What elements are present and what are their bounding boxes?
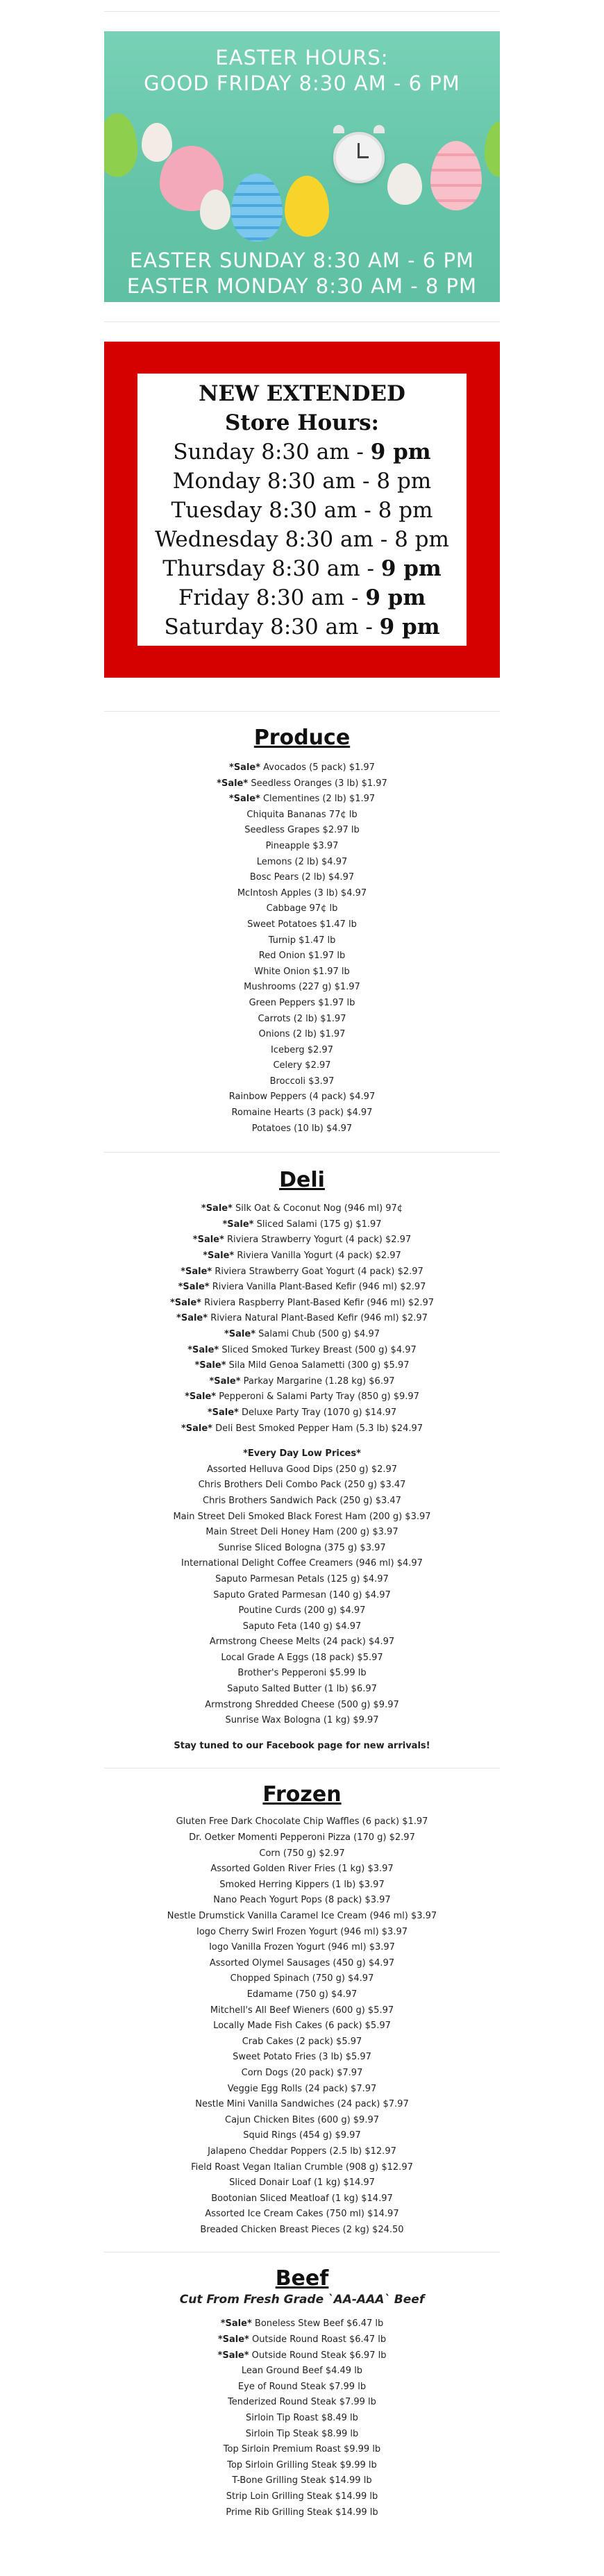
beef-heading: Beef <box>275 2266 329 2291</box>
sale-tag: *Sale* <box>207 1407 239 1418</box>
item-text: Deli Best Smoked Pepper Ham (5.3 lb) $24.97 <box>212 1423 423 1434</box>
sale-tag: *Sale* <box>217 778 249 789</box>
white-egg-illustration <box>142 123 172 162</box>
item-text: Riviera Raspberry Plant-Based Kefir (946 ml) $2.97 <box>201 1297 435 1308</box>
item-text: Eye of Round Steak $7.99 lb <box>237 2381 367 2392</box>
list-item <box>104 996 500 1012</box>
item-text: Sirloin Tip Steak $8.99 lb <box>245 2428 359 2439</box>
list-item <box>104 2316 500 2332</box>
list-item <box>104 2473 500 2489</box>
list-item: Saputo Feta (140 g) $4.97 <box>242 1621 362 1632</box>
list-item: Nestle Mini Vanilla Sandwiches (24 pack) $7.97 <box>195 2099 409 2110</box>
list-item: Sweet Potato Fries (3 lb) $5.97 <box>233 2052 371 2063</box>
list-item <box>104 792 500 808</box>
frozen-list <box>104 1814 500 2238</box>
deli-heading: Deli <box>279 1168 325 1193</box>
list-item <box>104 2395 500 2411</box>
list-item <box>104 1280 500 1296</box>
item-text: Onions (2 lb) $1.97 <box>258 1029 346 1040</box>
day-close-time: 8 pm <box>378 498 433 523</box>
facebook-note: Stay tuned to our Facebook page for new arrivals! <box>174 1740 430 1751</box>
list-item: Corn (750 g) $2.97 <box>259 1848 345 1859</box>
sale-tag: *Sale* <box>187 1344 219 1355</box>
item-text: Romaine Hearts (3 pack) $4.97 <box>231 1107 373 1119</box>
beef-section <box>104 2265 500 2520</box>
day-open-time: Tuesday 8:30 am - <box>171 498 378 523</box>
speckled-white-egg-illustration <box>387 163 422 205</box>
list-item: Assorted Helluva Good Dips (250 g) $2.97 <box>206 1464 398 1475</box>
deli-section <box>104 1166 500 1754</box>
sale-tag: *Sale* <box>169 1297 201 1308</box>
item-text: Seedless Grapes $2.97 lb <box>244 825 360 836</box>
easter-banner-top-text <box>104 45 500 97</box>
produce-list <box>104 760 500 1137</box>
easter-hours-heading: EASTER HOURS: <box>215 46 389 69</box>
day-close-time: 9 pm <box>365 585 426 610</box>
good-friday-hours: GOOD FRIDAY 8:30 AM - 6 PM <box>144 72 460 95</box>
item-text: T-Bone Grilling Steak $14.99 lb <box>232 2475 372 2486</box>
list-item: Breaded Chicken Breast Pieces (2 kg) $24.50 <box>200 2224 404 2235</box>
list-item <box>104 1058 500 1074</box>
frozen-section <box>104 1781 500 2238</box>
sale-tag: *Sale* <box>181 1266 212 1277</box>
easter-sunday-hours: EASTER SUNDAY 8:30 AM - 6 PM <box>130 249 474 272</box>
item-text: Silk Oat & Coconut Nog (946 ml) 97¢ <box>232 1203 403 1214</box>
item-text: Turnip $1.47 lb <box>268 935 336 946</box>
list-item <box>104 1012 500 1028</box>
item-text: Chiquita Bananas 77¢ lb <box>246 809 358 820</box>
list-item: Bootonian Sliced Meatloaf (1 kg) $14.97 <box>211 2193 393 2204</box>
list-item <box>104 1358 500 1374</box>
sale-tag: *Sale* <box>224 1329 256 1339</box>
list-item <box>104 964 500 980</box>
beef-list <box>104 2316 500 2520</box>
store-hours-day <box>137 583 467 612</box>
sale-tag: *Sale* <box>220 2318 252 2330</box>
list-item: Assorted Golden River Fries (1 kg) $3.97 <box>210 1864 394 1875</box>
list-item: Jalapeno Cheddar Poppers (2.5 lb) $12.97 <box>208 2146 396 2157</box>
sale-tag: *Sale* <box>229 762 261 773</box>
item-text: Pepperoni & Salami Party Tray (850 g) $9.97 <box>216 1391 419 1403</box>
day-close-time: 8 pm <box>394 527 449 552</box>
list-item <box>104 2442 500 2458</box>
list-item: Brother's Pepperoni $5.99 lb <box>237 1668 367 1679</box>
item-text: Carrots (2 lb) $1.97 <box>258 1013 346 1024</box>
sale-tag: *Sale* <box>201 1203 233 1214</box>
list-item: Crab Cakes (2 pack) $5.97 <box>242 2036 362 2047</box>
store-hours-day <box>137 612 467 642</box>
item-text: Tenderized Round Steak $7.99 lb <box>228 2397 376 2408</box>
list-item: Mitchell's All Beef Wieners (600 g) $5.97 <box>210 2005 394 2016</box>
list-item <box>104 1105 500 1121</box>
item-text: Avocados (5 pack) $1.97 <box>260 762 375 773</box>
list-item <box>104 760 500 776</box>
list-item: Corn Dogs (20 pack) $7.97 <box>241 2067 363 2078</box>
list-item <box>104 776 500 792</box>
item-text: Green Peppers $1.97 lb <box>249 997 355 1008</box>
sale-tag: *Sale* <box>194 1360 226 1371</box>
item-text: Riviera Strawberry Goat Yogurt (4 pack) $2.97 <box>212 1266 423 1277</box>
beef-subtitle: Cut From Fresh Grade `AA-AAA` Beef <box>179 2293 425 2307</box>
list-item: Armstrong Shredded Cheese (500 g) $9.97 <box>205 1699 399 1710</box>
list-item <box>104 1232 500 1248</box>
divider <box>104 11 500 12</box>
list-item: Field Roast Vegan Italian Crumble (908 g) $12.97 <box>191 2161 413 2173</box>
list-item <box>104 870 500 886</box>
day-open-time: Monday 8:30 am - <box>172 469 377 494</box>
item-text: Top Sirloin Grilling Steak $9.99 lb <box>227 2459 377 2470</box>
item-text: Bosc Pears (2 lb) $4.97 <box>249 872 355 883</box>
produce-section <box>104 724 500 1137</box>
deli-everyday-list <box>104 1462 500 1729</box>
sale-tag: *Sale* <box>222 1219 254 1230</box>
item-text: Iceberg $2.97 <box>271 1044 333 1055</box>
list-item <box>104 1327 500 1343</box>
list-item <box>104 1027 500 1043</box>
list-item: Armstrong Cheese Melts (24 pack) $4.97 <box>209 1637 395 1648</box>
sale-tag: *Sale* <box>217 2334 249 2345</box>
list-item: Assorted Olymel Sausages (450 g) $4.97 <box>209 1957 395 1968</box>
list-item <box>104 901 500 917</box>
store-hours-list <box>137 437 467 642</box>
store-hours-day <box>137 437 467 467</box>
sale-tag: *Sale* <box>228 794 260 805</box>
item-text: Cabbage 97¢ lb <box>266 903 338 914</box>
list-item <box>104 855 500 871</box>
sale-tag: *Sale* <box>185 1391 217 1403</box>
list-item: Gluten Free Dark Chocolate Chip Waffles (6 pack) $1.97 <box>176 1816 428 1828</box>
sale-tag: *Sale* <box>181 1423 212 1434</box>
list-item <box>104 1264 500 1280</box>
list-item: Sunrise Wax Bologna (1 kg) $9.97 <box>225 1715 379 1726</box>
list-item <box>104 917 500 933</box>
item-text: Pineapple $3.97 <box>265 840 339 851</box>
list-item <box>104 2332 500 2348</box>
divider <box>104 1152 500 1153</box>
speckled-egg-illustration <box>200 190 230 230</box>
list-item: Locally Made Fish Cakes (6 pack) $5.97 <box>213 2021 391 2032</box>
list-item: Sliced Donair Loaf (1 kg) $14.97 <box>229 2177 375 2189</box>
day-close-time: 9 pm <box>370 440 431 465</box>
easter-hours-banner <box>104 31 500 302</box>
list-item: Iogo Cherry Swirl Frozen Yogurt (946 ml) $3.97 <box>196 1926 408 1937</box>
list-item <box>104 823 500 839</box>
item-text: Top Sirloin Premium Roast $9.99 lb <box>223 2444 381 2455</box>
list-item: Saputo Salted Butter (1 lb) $6.97 <box>227 1684 377 1695</box>
item-text: Sliced Smoked Turkey Breast (500 g) $4.97 <box>219 1344 417 1355</box>
green-egg-right-illustration <box>485 122 500 177</box>
item-text: Riviera Vanilla Yogurt (4 pack) $2.97 <box>234 1251 401 1262</box>
sale-tag: *Sale* <box>176 1313 208 1324</box>
item-text: Boneless Stew Beef $6.47 lb <box>251 2318 384 2330</box>
list-item: Local Grade A Eggs (18 pack) $5.97 <box>221 1652 383 1663</box>
day-open-time: Wednesday 8:30 am - <box>155 527 395 552</box>
item-text: Deluxe Party Tray (1070 g) $14.97 <box>238 1407 397 1418</box>
store-hours-day <box>137 496 467 525</box>
green-egg-illustration <box>104 113 137 177</box>
list-item: Cajun Chicken Bites (600 g) $9.97 <box>225 2114 379 2125</box>
item-text: Mushrooms (227 g) $1.97 <box>244 982 360 993</box>
list-item <box>104 1248 500 1264</box>
item-text: Sweet Potatoes $1.47 lb <box>247 919 357 930</box>
list-item: Saputo Grated Parmesan (140 g) $4.97 <box>213 1589 391 1600</box>
item-text: Strip Loin Grilling Steak $14.99 lb <box>226 2491 378 2502</box>
list-item <box>104 886 500 902</box>
list-item <box>104 1405 500 1421</box>
list-item: Nano Peach Yogurt Pops (8 pack) $3.97 <box>213 1895 391 1906</box>
item-text: Salami Chub (500 g) $4.97 <box>255 1329 380 1339</box>
store-hours-box <box>137 374 467 646</box>
produce-heading: Produce <box>253 726 351 750</box>
list-item: Main Street Deli Smoked Black Forest Ham (200 g) $3.97 <box>173 1511 431 1522</box>
list-item: Nestle Drumstick Vanilla Caramel Ice Cream (946 ml) $3.97 <box>167 1911 437 1921</box>
list-item <box>104 2380 500 2395</box>
item-text: Potatoes (10 lb) $4.97 <box>251 1123 353 1134</box>
list-item: Squid Rings (454 g) $9.97 <box>243 2130 361 2141</box>
list-item: Assorted Ice Cream Cakes (750 ml) $14.97 <box>205 2209 399 2220</box>
list-item <box>104 2427 500 2443</box>
list-item <box>104 2505 500 2521</box>
store-hours-day <box>137 525 467 554</box>
easter-banner-bottom-text <box>104 248 500 299</box>
list-item: International Delight Coffee Creamers (946 ml) $4.97 <box>181 1558 423 1569</box>
list-item <box>104 2489 500 2505</box>
list-item: Main Street Deli Honey Ham (200 g) $3.97 <box>205 1527 399 1538</box>
list-item <box>104 2348 500 2364</box>
store-hours-banner <box>104 342 500 678</box>
list-item: Smoked Herring Kippers (1 lb) $3.97 <box>219 1879 385 1890</box>
store-hours-day <box>137 554 467 583</box>
list-item <box>104 1343 500 1359</box>
item-text: Lemons (2 lb) $4.97 <box>256 856 348 867</box>
list-item <box>104 1311 500 1327</box>
sale-tag: *Sale* <box>178 1282 210 1293</box>
sale-tag: *Sale* <box>209 1375 241 1387</box>
store-hours-title: NEW EXTENDED <box>199 381 405 406</box>
list-item: Chris Brothers Sandwich Pack (250 g) $3.47 <box>203 1495 401 1506</box>
list-item: Iogo Vanilla Frozen Yogurt (946 ml) $3.97 <box>209 1942 395 1953</box>
list-item: Dr. Oetker Momenti Pepperoni Pizza (170 g) $2.97 <box>189 1832 415 1843</box>
sale-tag: *Sale* <box>217 2350 249 2361</box>
frozen-heading: Frozen <box>262 1782 342 1807</box>
item-text: Riviera Vanilla Plant-Based Kefir (946 ml) $2.97 <box>209 1282 426 1293</box>
page-column <box>104 0 500 2520</box>
list-item <box>104 1421 500 1437</box>
list-item: Edamame (750 g) $4.97 <box>246 1989 358 2000</box>
alarm-clock-icon <box>333 132 385 183</box>
list-item <box>104 2411 500 2427</box>
item-text: Parkay Margarine (1.28 kg) $6.97 <box>240 1375 395 1387</box>
item-text: Sirloin Tip Roast $8.49 lb <box>246 2413 358 2424</box>
item-text: Sila Mild Genoa Salametti (300 g) $5.97 <box>226 1360 410 1371</box>
list-item: Chopped Spinach (750 g) $4.97 <box>230 1973 374 1984</box>
list-item: Poutine Curds (200 g) $4.97 <box>238 1605 366 1616</box>
everyday-low-prices-heading: *Every Day Low Prices* <box>243 1448 361 1460</box>
list-item <box>104 1389 500 1405</box>
item-text: Outside Round Steak $6.97 lb <box>249 2350 387 2361</box>
item-text: Sliced Salami (175 g) $1.97 <box>253 1219 382 1230</box>
list-item <box>104 2458 500 2474</box>
item-text: Celery $2.97 <box>273 1060 331 1071</box>
day-open-time: Saturday 8:30 am - <box>164 614 380 639</box>
blue-striped-egg-illustration <box>231 174 283 242</box>
list-item <box>104 1089 500 1105</box>
store-hours-subtitle: Store Hours: <box>225 410 379 435</box>
yellow-egg-illustration <box>285 176 329 237</box>
list-item <box>104 980 500 996</box>
sale-tag: *Sale* <box>192 1235 224 1246</box>
list-item: Sunrise Sliced Bologna (375 g) $3.97 <box>218 1542 386 1553</box>
deli-sale-list <box>104 1201 500 1437</box>
day-close-time: 9 pm <box>379 614 440 639</box>
pink-striped-egg-illustration <box>430 141 482 210</box>
item-text: Lean Ground Beef $4.49 lb <box>241 2366 363 2377</box>
list-item: Veggie Egg Rolls (24 pack) $7.97 <box>227 2083 377 2094</box>
item-text: Prime Rib Grilling Steak $14.99 lb <box>226 2507 378 2518</box>
easter-monday-hours: EASTER MONDAY 8:30 AM - 8 PM <box>126 274 478 298</box>
list-item: Saputo Parmesan Petals (125 g) $4.97 <box>215 1573 389 1584</box>
item-text: White Onion $1.97 lb <box>254 966 350 977</box>
item-text: Rainbow Peppers (4 pack) $4.97 <box>228 1092 376 1103</box>
list-item <box>104 948 500 964</box>
day-open-time: Sunday 8:30 am - <box>173 440 371 465</box>
divider <box>104 321 500 322</box>
day-open-time: Thursday 8:30 am - <box>162 556 381 581</box>
list-item <box>104 1374 500 1390</box>
list-item <box>104 1043 500 1059</box>
item-text: Seedless Oranges (3 lb) $1.97 <box>248 778 387 789</box>
sale-tag: *Sale* <box>203 1251 235 1262</box>
item-text: Riviera Strawberry Yogurt (4 pack) $2.97 <box>224 1235 412 1246</box>
list-item <box>104 1217 500 1233</box>
day-open-time: Friday 8:30 am - <box>178 585 366 610</box>
list-item <box>104 1121 500 1137</box>
day-close-time: 9 pm <box>380 556 442 581</box>
item-text: Red Onion $1.97 lb <box>258 951 346 962</box>
day-close-time: 8 pm <box>376 469 432 494</box>
list-item <box>104 808 500 823</box>
list-item <box>104 1201 500 1217</box>
list-item <box>104 2364 500 2380</box>
list-item: Chris Brothers Deli Combo Pack (250 g) $3.47 <box>198 1480 406 1491</box>
list-item <box>104 1074 500 1090</box>
store-hours-day <box>137 467 467 496</box>
list-item <box>104 839 500 855</box>
list-item <box>104 1296 500 1312</box>
divider <box>104 711 500 712</box>
item-text: Riviera Natural Plant-Based Kefir (946 ml) $2.97 <box>208 1313 428 1324</box>
item-text: Broccoli $3.97 <box>269 1076 335 1087</box>
item-text: McIntosh Apples (3 lb) $4.97 <box>237 887 367 898</box>
item-text: Clementines (2 lb) $1.97 <box>260 794 376 805</box>
list-item <box>104 933 500 949</box>
item-text: Outside Round Roast $6.47 lb <box>249 2334 387 2345</box>
